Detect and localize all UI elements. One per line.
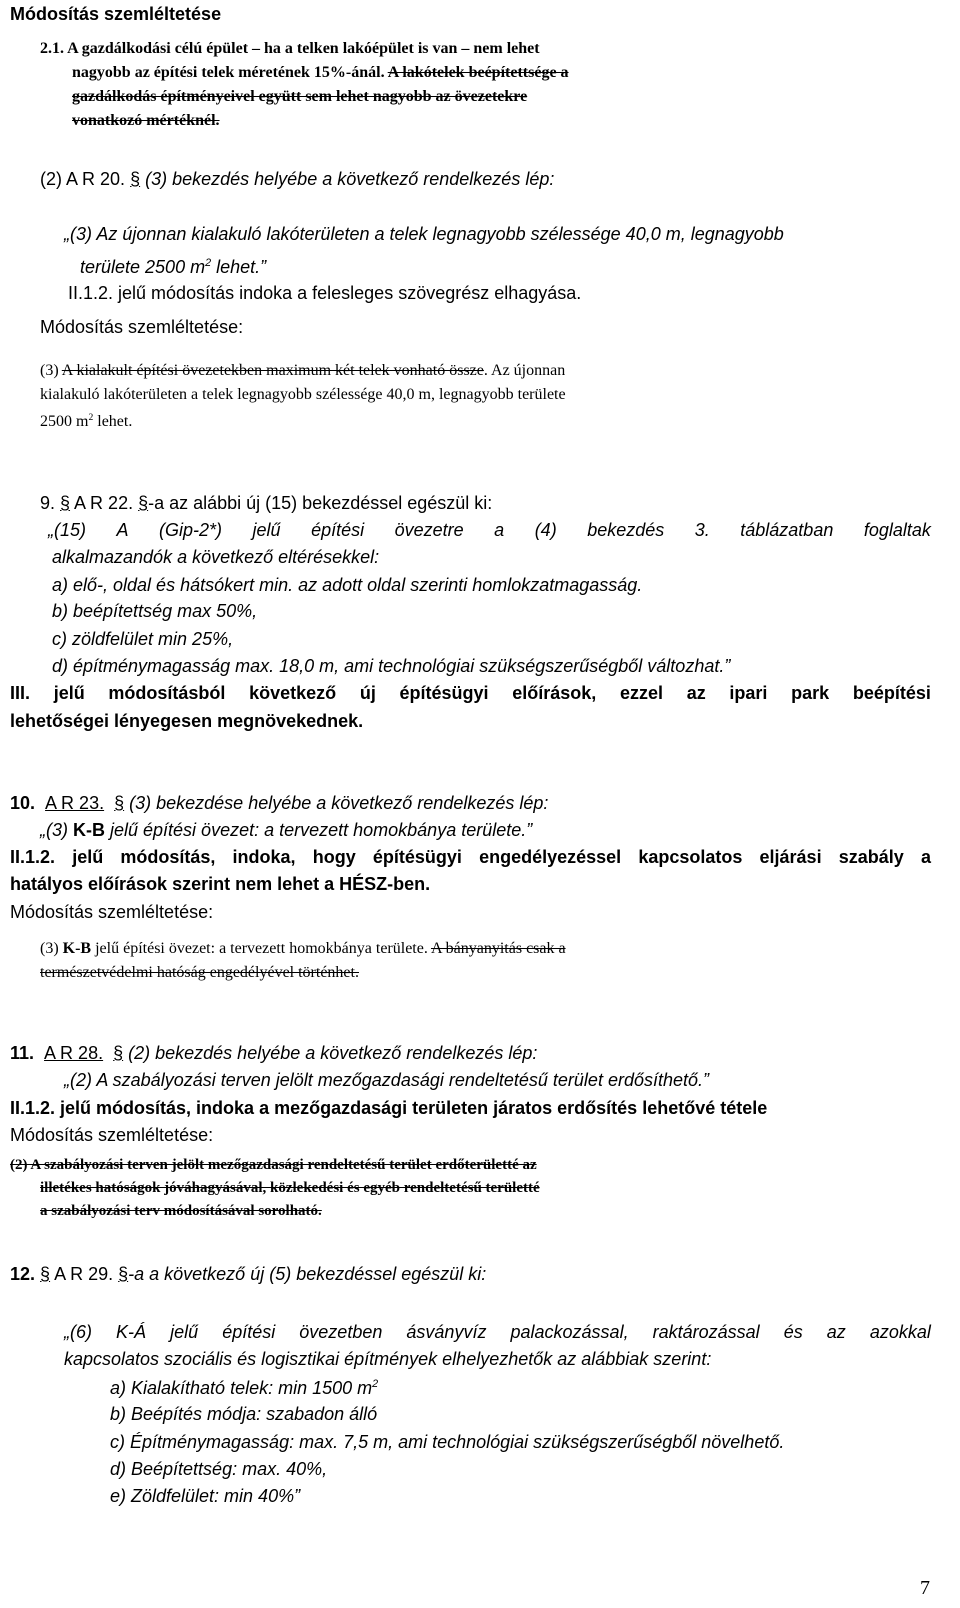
- section-11-illustration-line2: illetékes hatóságok jóváhagyásával, közlekedési és egyéb rendeltetésű területté: [40, 1180, 540, 1196]
- section-2-reason: II.1.2. jelű módosítás indoka a felesleges szövegrész elhagyása.: [68, 283, 582, 303]
- section-10-mod-title: Módosítás szemléltetése:: [10, 902, 214, 922]
- section-9-item-c: c) zöldfelület min 25%,: [52, 629, 234, 649]
- section-2-quote-line2: területe 2500 $m^2$ lehet.”: [80, 256, 267, 277]
- section-12-item-c: c) Építménymagasság: max. 7,5 m, ami technológiai szükségszerűségből növelhető.: [110, 1432, 785, 1452]
- page-title: Módosítás szemléltetése: [10, 4, 222, 24]
- struck-text: A kialakult építési övezetekben maximum két telek vonható össze: [61, 362, 484, 379]
- struck-text: A lakótelek beépítettsége a: [387, 64, 569, 81]
- section-12-item-d: d) Beépítettség: max. 40%,: [110, 1459, 328, 1479]
- section-2-illustration-line2: kialakuló lakóterületen a telek legnagyobb szélessége 40,0 m, legnagyobb területe: [40, 386, 566, 403]
- section-2-quote-line1: „(3) Az újonnan kialakuló lakóterületen a telek legnagyobb szélessége 40,0 m, legnagyobb: [64, 224, 784, 244]
- section-9-quote-line2: alkalmazandók a következő eltérésekkel:: [52, 547, 380, 567]
- section-10-reason-line2: hatályos előírások szerint nem lehet a HÉSZ-ben.: [10, 874, 431, 894]
- section-10-reason-line1: II.1.2. jelű módosítás, indoka, hogy építésügyi engedélyezéssel kapcsolatos eljárási szabály a: [10, 847, 931, 867]
- section-10-illustration-line1: (3) K-B jelű építési övezet: a tervezett homokbánya területe. A bányanyitás csak a: [40, 940, 566, 957]
- section-2-illustration-line3: 2500 $m^2$ lehet.: [40, 411, 133, 430]
- section-11-mod-title: Módosítás szemléltetése:: [10, 1125, 214, 1145]
- section-9-iii-line1: III. jelű módosításból következő új építésügyi előírások, ezzel az ipari park beépítési: [10, 683, 931, 703]
- section-12-quote-line1: „(6) K-Á jelű építési övezetben ásványvíz palackozással, raktározással és az azokkal: [64, 1322, 931, 1342]
- section-2-1-line4: vonatkozó mértéknél.: [72, 112, 220, 129]
- section-9-heading: 9. § A R 22. §-a az alábbi új (15) bekezdéssel egészül ki:: [40, 493, 493, 513]
- section-2-illustration-line1: (3) A kialakult építési övezetekben maximum két telek vonható össze. Az újonnan: [40, 362, 566, 379]
- section-2-1-line2: nagyobb az építési telek méretének 15%-ánál. A lakótelek beépítettsége a: [72, 64, 569, 81]
- section-2-mod-title: Módosítás szemléltetése:: [40, 317, 244, 337]
- section-12-heading: 12. § A R 29. §-a a következő új (5) bekezdéssel egészül ki:: [10, 1264, 487, 1284]
- section-2-1-line3: gazdálkodás építményeivel együtt sem lehet nagyobb az övezetekre: [72, 88, 528, 105]
- section-12-quote-line2: kapcsolatos szociális és logisztikai építmények elhelyezhetők az alábbiak szerint:: [64, 1349, 712, 1369]
- section-12-item-e: e) Zöldfelület: min 40%”: [110, 1486, 301, 1506]
- page-number: 7: [920, 1577, 930, 1599]
- struck-text: A bányanyitás csak a: [430, 940, 566, 957]
- section-11-illustration-line3: a szabályozási terv módosításával sorolható.: [40, 1203, 322, 1219]
- section-9-item-d: d) építménymagasság max. 18,0 m, ami technológiai szükségszerűségből változhat.”: [52, 656, 731, 676]
- section-10-quote: „(3) K-B jelű építési övezet: a tervezett homokbánya területe.”: [40, 820, 533, 840]
- section-11-quote: „(2) A szabályozási terven jelölt mezőgazdasági rendeltetésű terület erdősíthető.”: [64, 1070, 710, 1090]
- section-9-iii-line2: lehetőségei lényegesen megnövekednek.: [10, 711, 364, 731]
- section-12-item-b: b) Beépítés módja: szabadon álló: [110, 1404, 378, 1424]
- section-2-heading: (2) A R 20. § (3) bekezdés helyébe a következő rendelkezés lép:: [40, 169, 555, 189]
- section-9-item-b: b) beépítettség max 50%,: [52, 601, 258, 621]
- section-10-heading: 10. A R 23. § (3) bekezdése helyébe a következő rendelkezés lép:: [10, 793, 549, 813]
- section-11-illustration-line1: (2) A szabályozási terven jelölt mezőgazdasági rendeltetésű terület erdőterületté az: [10, 1157, 537, 1173]
- section-9-item-a: a) elő-, oldal és hátsókert min. az adott oldal szerinti homlokzatmagasság.: [52, 575, 643, 595]
- section-11-heading: 11. A R 28. § (2) bekezdés helyébe a következő rendelkezés lép:: [10, 1043, 538, 1063]
- section-2-1-line1: 2.1. A gazdálkodási célú épület – ha a telken lakóépület is van – nem lehet: [40, 40, 540, 57]
- section-11-reason: II.1.2. jelű módosítás, indoka a mezőgazdasági területen járatos erdősítés lehetővé tétele: [10, 1098, 768, 1118]
- section-12-item-a: a) Kialakítható telek: min 1500 $m^2$: [110, 1377, 379, 1398]
- section-10-illustration-line2: természetvédelmi hatóság engedélyével történhet.: [40, 964, 359, 981]
- section-9-quote-line1: „(15) A (Gip-2*) jelű építési övezetre a (4) bekezdés 3. táblázatban foglaltak: [48, 520, 931, 540]
